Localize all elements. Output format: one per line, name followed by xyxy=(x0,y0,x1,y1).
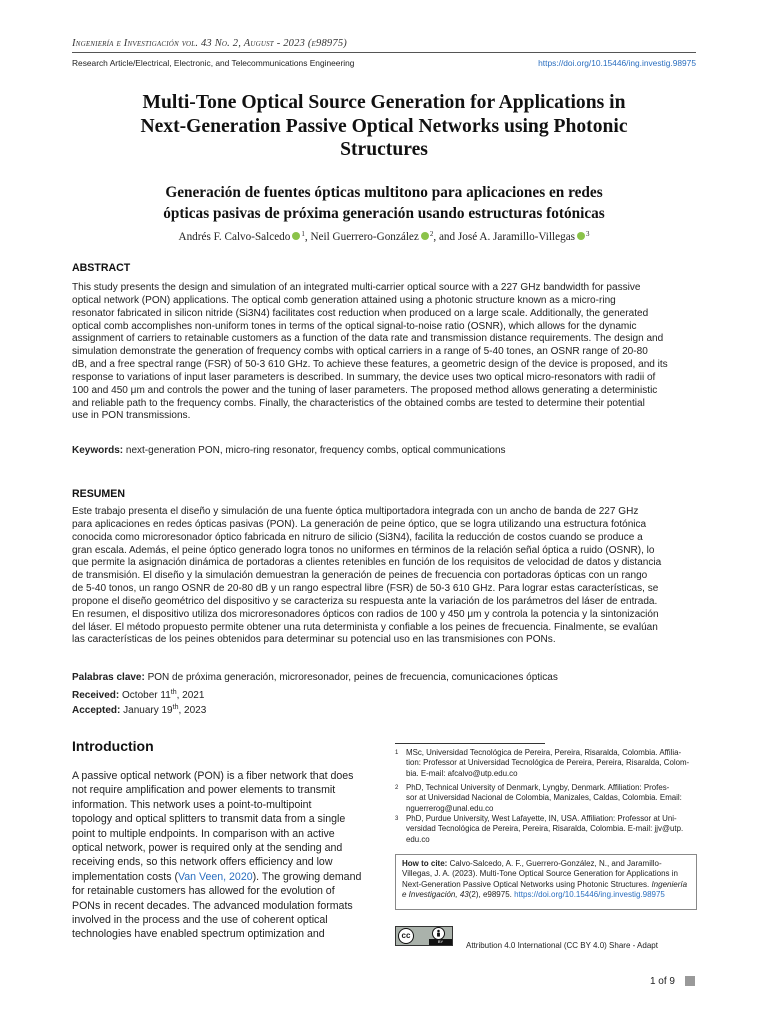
intro-line: A passive optical network (PON) is a fiber network that does xyxy=(72,770,354,782)
abstract-line: dB, and a free spectral range (FSR) of 50-3 610 GHz. To achieve these features, a geometric design of the device is proposed, and its xyxy=(72,359,668,371)
footnote-3 xyxy=(395,814,697,845)
accepted-year: , 2023 xyxy=(178,705,207,716)
title-line: Structures xyxy=(340,139,428,160)
keywords-label: Keywords: xyxy=(72,445,124,456)
abstract-line: resonator fabricated in silicon nitride (Si3N4) facilitates cost reduction when produced on a large scale. Additionally, the generated xyxy=(72,307,649,319)
intro-line: information. This network uses a point-to-multipoint xyxy=(72,798,312,811)
cc-by-label: BY xyxy=(429,939,452,945)
resumen-heading: RESUMEN xyxy=(72,488,125,500)
author-affiliation-sup: 3 xyxy=(586,230,590,238)
accepted-suffix: th xyxy=(172,704,179,711)
author-separator: , xyxy=(304,231,311,243)
resumen-line: para aplicaciones en redes ópticas pasivas (PON). La generación de peine óptico, que se logra utilizando una estructura fotónica xyxy=(72,518,647,530)
abstract-body xyxy=(72,282,696,423)
footnote-number: 3 xyxy=(395,816,399,822)
intro-line: for retainable customers has allowed for the evolution of xyxy=(72,885,335,898)
accepted-label: Accepted: xyxy=(72,705,121,716)
resumen-line: del láser. El método propuesto permite obtener una ruta determinista y confiable a los peines de frecuencia. Finalmente, se evalúan xyxy=(72,621,658,633)
footnote-line: nguerrerog@unal.edu.co xyxy=(406,803,494,813)
journal-header: Ingeniería e Investigación vol. 43 No. 2, August - 2023 (e98975) xyxy=(72,38,347,49)
abstract-line: assignment of carriers to retainable customers as a function of the data rate and transmission distance requirements. The design and xyxy=(72,333,664,345)
orcid-icon[interactable] xyxy=(421,232,429,240)
received-suffix: th xyxy=(170,689,177,696)
keywords-text: next-generation PON, micro-ring resonator, frequency combs, optical communications xyxy=(125,445,506,456)
cite-journal: Ingeniería xyxy=(651,879,688,889)
footnote-line: PhD, Technical University of Denmark, Lyngby, Denmark. Affiliation: Profes- xyxy=(406,783,670,792)
resumen-line: de 5-40 tonos, un rango OSNR de 20-80 dB y un rango espectral libre (FSR) de 50-3 610 GHz. Para lograr estas características, se xyxy=(72,583,659,595)
received-year: , 2021 xyxy=(176,690,205,701)
introduction-heading: Introduction xyxy=(72,738,154,754)
resumen-line: propone el diseño geométrico del dispositivo y se caracteriza su respuesta ante la variación de los parámetros del láser de entrada. xyxy=(72,595,658,607)
footnote-line: edu.co xyxy=(406,834,430,844)
received-value: October 11 xyxy=(122,690,171,701)
author-name: Neil Guerrero-González xyxy=(310,231,419,243)
received-date xyxy=(72,689,204,701)
resumen-line: que permite la asignación dinámica de portadoras a clientes retenibles en función de los requisitos de velocidad de datos y distancia xyxy=(72,557,662,569)
cite-text: Next-Generation Passive Optical Networks using Photonic Structures. xyxy=(402,879,652,889)
page-number: 1 of 9 xyxy=(649,976,675,987)
author-affiliation-sup: 2 xyxy=(429,230,434,238)
footnote-number: 1 xyxy=(395,750,399,756)
abstract-line: 100 and 450 μm and controls the power and the tuning of laser parameters. The proposed method allows generating a deterministic xyxy=(72,384,658,396)
palabras-clave-text: PON de próxima generación, microresonador, peines de frecuencia, comunicaciones ópticas xyxy=(147,672,558,683)
orcid-icon[interactable] xyxy=(577,232,585,240)
intro-line: optical network, power is required only at the sending and xyxy=(72,842,343,855)
intro-line: PONs in recent decades. The advanced modulation formats xyxy=(72,899,353,912)
abstract-line: and reliable path to the frequency combs. Finally, the characteristics of the obtained combs are tested to determine their potential xyxy=(72,397,645,409)
author-separator: , and xyxy=(433,231,458,243)
section-type: Research Article/Electrical, Electronic, and Telecommunications Engineering xyxy=(72,58,355,68)
cite-line xyxy=(402,880,690,890)
abstract-line: optical network (PON) applications. The optical comb generation attained using a photonic structure known as a micro-ring xyxy=(72,294,616,306)
doi-link[interactable]: https://doi.org/10.15446/ing.investig.98975 xyxy=(538,58,696,68)
abstract-line: use in PON transmissions. xyxy=(72,410,191,422)
footnote-line: PhD, Purdue University, West Lafayette, IN, USA. Affiliation: Professor at Uni- xyxy=(406,814,677,823)
palabras-clave-label: Palabras clave: xyxy=(72,672,145,683)
title-line: Multi-Tone Optical Source Generation for Applications in xyxy=(142,92,626,113)
abstract-line: simulation demonstrate the generation of frequency combs with optical carriers in a range of 5-40 tones, an OSNR range of 20-80 xyxy=(72,346,648,358)
citation-link[interactable]: Van Veen, 2020 xyxy=(177,870,253,883)
cite-text: (2), e98975. xyxy=(468,890,515,900)
footnote-line: MSc, Universidad Tecnológica de Pereira, Pereira, Risaralda, Colombia. Affilia- xyxy=(406,748,682,757)
paper-subtitle xyxy=(72,182,696,224)
abstract-line: This study presents the design and simulation of an integrated multi-carrier optical source with a 227 GHz bandwidth for passive xyxy=(72,282,641,293)
footnote-1 xyxy=(395,748,697,779)
resumen-line: En resumen, el dispositivo utiliza dos microresonadores ópticos con radios de 100 y 450 μm y controla la potencia y la sintonización xyxy=(72,608,659,620)
intro-line: topology and optical splitters to transmit data from a single xyxy=(72,813,346,826)
footnote-number: 2 xyxy=(395,785,399,791)
subtitle-line: Generación de fuentes ópticas multitono para aplicaciones en redes xyxy=(165,184,603,201)
resumen-line: gran escala. Además, el peine óptico generado logra tonos no uniformes en términos de la relación señal óptica a ruido (OSNR), lo xyxy=(72,544,655,556)
introduction-body xyxy=(72,769,374,942)
resumen-line: Este trabajo presenta el diseño y simulación de una fuente óptica multiportadora integrada con un ancho de banda de 227 GHz xyxy=(72,506,639,517)
license-text: Attribution 4.0 International (CC BY 4.0) Share - Adapt xyxy=(466,941,658,950)
palabras-clave xyxy=(72,672,558,683)
cite-line xyxy=(402,890,690,900)
footnote-line: sor at Universidad Nacional de Colombia, Manizales, Caldas, Colombia. Email: xyxy=(406,793,682,803)
cite-line: Villegas, J. A. (2023). Multi-Tone Optical Source Generation for Applications in xyxy=(402,869,678,879)
abstract-line: optical comb accomplishes non-uniform tones in terms of the optical signal-to-noise ratio (OSNR), which allows for the dynamic xyxy=(72,320,637,332)
footnote-rule xyxy=(395,743,545,744)
intro-text-fragment: ). The growing demand xyxy=(252,870,362,883)
how-to-cite-box xyxy=(395,854,697,910)
keywords xyxy=(72,445,506,456)
cite-doi-link[interactable]: https://doi.org/10.15446/ing.investig.98975 xyxy=(514,890,665,900)
author-list xyxy=(72,230,696,243)
intro-line: receiving ends, so this network offers efficiency and low xyxy=(72,856,333,869)
cite-journal: e Investigación, 43 xyxy=(402,890,469,900)
page-marker xyxy=(685,976,695,986)
abstract-heading: ABSTRACT xyxy=(72,262,131,274)
orcid-icon[interactable] xyxy=(292,232,300,240)
footnote-line: bia. E-mail: afcalvo@utp.edu.co xyxy=(406,768,518,778)
received-label: Received: xyxy=(72,690,120,701)
resumen-line: conocida como microresonador óptico fabricada en nitruro de silicio (Si3N4), facilita la reducción de costos cuando se produce a xyxy=(72,531,643,543)
intro-line: point to multiple endpoints. In comparison with an active xyxy=(72,827,335,840)
resumen-line: de transmisión. El diseño y la simulación demuestran la generación de peines de frecuencia con portadoras ópticas con un rango xyxy=(72,570,648,582)
intro-line xyxy=(72,870,374,884)
subtitle-line: ópticas pasivas de próxima generación usando estructuras fotónicas xyxy=(163,205,605,222)
author-name: Andrés F. Calvo-Salcedo xyxy=(178,231,291,243)
footnote-2 xyxy=(395,783,697,814)
accepted-value: January 19 xyxy=(123,705,173,716)
how-to-cite-label: How to cite: xyxy=(402,859,448,868)
resumen-line: las características de los peines obtenidos para determinar su potencial uso en las transmisiones con PONs. xyxy=(72,634,556,646)
header-rule xyxy=(72,52,696,53)
intro-line: involved in the process and the use of coherent optical xyxy=(72,914,328,927)
intro-line: not require amplification and power elements to transmit xyxy=(72,784,336,797)
accepted-date xyxy=(72,704,206,716)
author-affiliation-sup: 1 xyxy=(301,230,305,238)
abstract-line: response to variations of input laser parameters is described. In summary, the device uses two optical micro-resonators with radii of xyxy=(72,371,656,383)
cc-icon: cc xyxy=(398,928,414,944)
title-line: Next-Generation Passive Optical Networks using Photonic xyxy=(140,115,628,137)
paper-title xyxy=(72,91,696,162)
intro-line: technologies have enabled spectrum optimization and xyxy=(72,928,325,941)
resumen-body xyxy=(72,506,696,647)
cite-line xyxy=(402,859,690,869)
footnote-line: tion: Professor at Universidad Tecnológica de Pereira, Pereira, Risaralda, Colom- xyxy=(406,758,690,768)
cc-by-license-icon[interactable] xyxy=(395,926,453,946)
author-name: José A. Jaramillo-Villegas xyxy=(457,231,576,243)
cite-text: Calvo-Salcedo, A. F., Guerrero-González, N., and Jaramillo- xyxy=(449,859,662,868)
intro-text-fragment: implementation costs ( xyxy=(72,870,178,883)
footnote-line: versidad Tecnológica de Pereira, Pereira, Risaralda, Colombia. E-mail: jjv@utp. xyxy=(406,824,684,834)
